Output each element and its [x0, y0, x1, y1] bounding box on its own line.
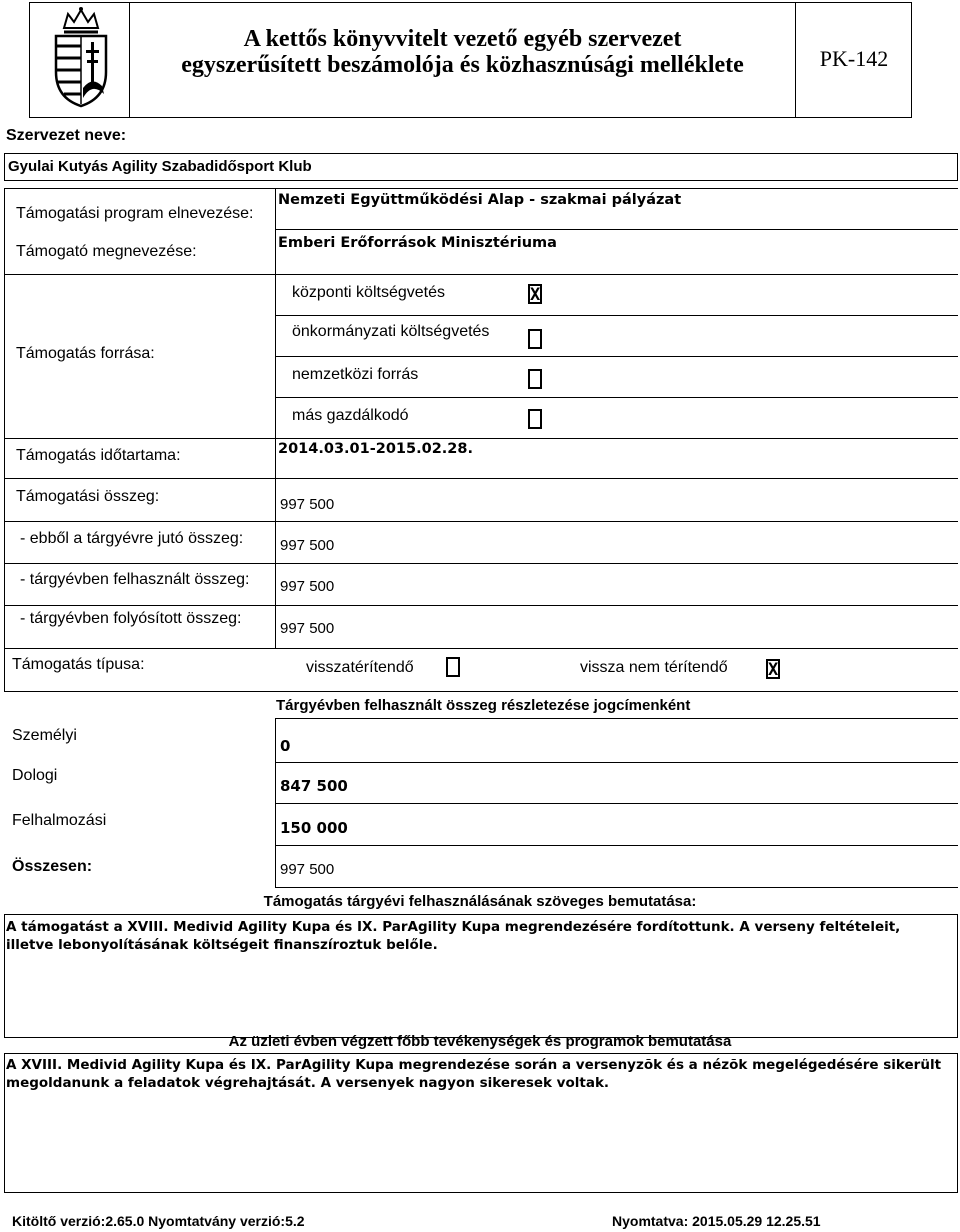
source-checkbox-municipal[interactable] [528, 329, 542, 349]
amount-label-disbursed: - tárgyévben folyósított összeg: [20, 610, 242, 627]
breakdown-sep-3 [276, 845, 958, 846]
type-option-nonrefundable: vissza nem térítendő [580, 659, 728, 676]
org-name-value: Gyulai Kutyás Agility Szabadidősport Klub [8, 158, 312, 175]
sponsor-separator [4, 274, 958, 275]
type-checkbox-refundable[interactable] [446, 657, 460, 677]
breakdown-title: Tárgyévben felhasznált összeg részletezése jogcímenként [276, 697, 691, 714]
source-label: Támogatás forrása: [16, 345, 155, 362]
amount-label-year: - ebből a tárgyévre jutó összeg: [20, 530, 244, 547]
coat-of-arms-icon [50, 6, 112, 110]
type-separator [4, 691, 958, 692]
source-checkbox-other[interactable] [528, 409, 542, 429]
sponsor-label: Támogató megnevezése: [16, 243, 197, 260]
main-frame-top [4, 188, 958, 189]
activities-text: A XVIII. Medivid Agility Kupa és IX. ParAgility Kupa megrendezése során a versenyzõk és a nézõk megelégedésére sikerült megoldanunk a feladatok végrehajtását. A versenyek nagyon sikeresek voltak. [6, 1057, 942, 1091]
main-frame-divider [275, 188, 276, 648]
amount-sep-4 [4, 648, 958, 649]
source-sep-2 [276, 356, 958, 357]
source-option-central: központi költségvetés [292, 284, 445, 301]
program-value: Nemzeti Együttműködési Alap - szakmai pályázat [278, 192, 682, 208]
source-checkbox-central[interactable] [528, 284, 542, 304]
main-frame-left [4, 188, 5, 691]
breakdown-sep-2 [276, 803, 958, 804]
duration-label: Támogatás időtartama: [16, 447, 181, 464]
program-label: Támogatási program elnevezése: [16, 205, 254, 222]
source-separator [4, 438, 958, 439]
form-title-line2: egyszerűsített beszámolója és közhasznúsági melléklete [181, 52, 744, 78]
amount-sep-2 [4, 563, 958, 564]
footer-version: Kitöltő verzió:2.65.0 Nyomtatvány verzió:5.2 [12, 1213, 305, 1229]
source-checkbox-international[interactable] [528, 369, 542, 389]
breakdown-label-material: Dologi [12, 767, 58, 784]
source-option-international: nemzetközi forrás [292, 366, 419, 383]
duration-value: 2014.03.01-2015.02.28. [278, 441, 473, 457]
amount-label-used: - tárgyévben felhasznált összeg: [20, 571, 250, 588]
amount-label-total: Támogatási összeg: [16, 488, 160, 505]
amount-value-used: 997 500 [280, 578, 335, 595]
breakdown-sep-4 [276, 887, 958, 888]
breakdown-label-personal: Személyi [12, 727, 77, 744]
form-title [130, 26, 795, 78]
amount-sep-3 [4, 605, 958, 606]
sponsor-value: Emberi Erőforrások Minisztériuma [278, 235, 557, 251]
breakdown-value-material: 847 500 [280, 777, 348, 795]
type-label: Támogatás típusa: [12, 656, 145, 673]
usage-title: Támogatás tárgyévi felhasználásának szöveges bemutatása: [263, 893, 697, 910]
source-sep-1 [276, 315, 958, 316]
source-option-municipal: önkormányzati költségvetés [292, 323, 490, 340]
amount-sep-1 [4, 521, 958, 522]
breakdown-label-total: Összesen: [12, 858, 93, 875]
form-code: PK-142 [819, 46, 889, 71]
form-title-line1: A kettős könyvvitelt vezető egyéb szervezet [243, 26, 682, 52]
breakdown-sep-1 [276, 762, 958, 763]
source-option-other: más gazdálkodó [292, 407, 409, 424]
footer-printed: Nyomtatva: 2015.05.29 12.25.51 [612, 1213, 821, 1229]
usage-text: A támogatást a XVIII. Medivid Agility Kupa és IX. ParAgility Kupa megrendezésére fordítottunk. A verseny feltételeit, illetve lebonyolításának költségeit finanszíroztuk belőle. [6, 919, 901, 953]
org-name-label: Szervezet neve: [6, 127, 127, 144]
duration-separator [4, 478, 958, 479]
breakdown-value-personal: 0 [280, 737, 291, 755]
breakdown-value-total: 997 500 [280, 861, 335, 878]
amount-value-disbursed: 997 500 [280, 620, 335, 637]
program-separator [276, 229, 958, 230]
breakdown-title-underline [276, 718, 958, 719]
breakdown-label-capital: Felhalmozási [12, 812, 107, 829]
type-checkbox-nonrefundable[interactable] [766, 659, 780, 679]
type-option-refundable: visszatérítendő [306, 659, 414, 676]
amount-value-total: 997 500 [280, 496, 335, 513]
breakdown-value-capital: 150 000 [280, 819, 348, 837]
source-sep-3 [276, 397, 958, 398]
activities-title: Az üzleti évben végzett főbb tevékenységek és programok bemutatása [228, 1033, 732, 1050]
amount-value-year: 997 500 [280, 537, 335, 554]
